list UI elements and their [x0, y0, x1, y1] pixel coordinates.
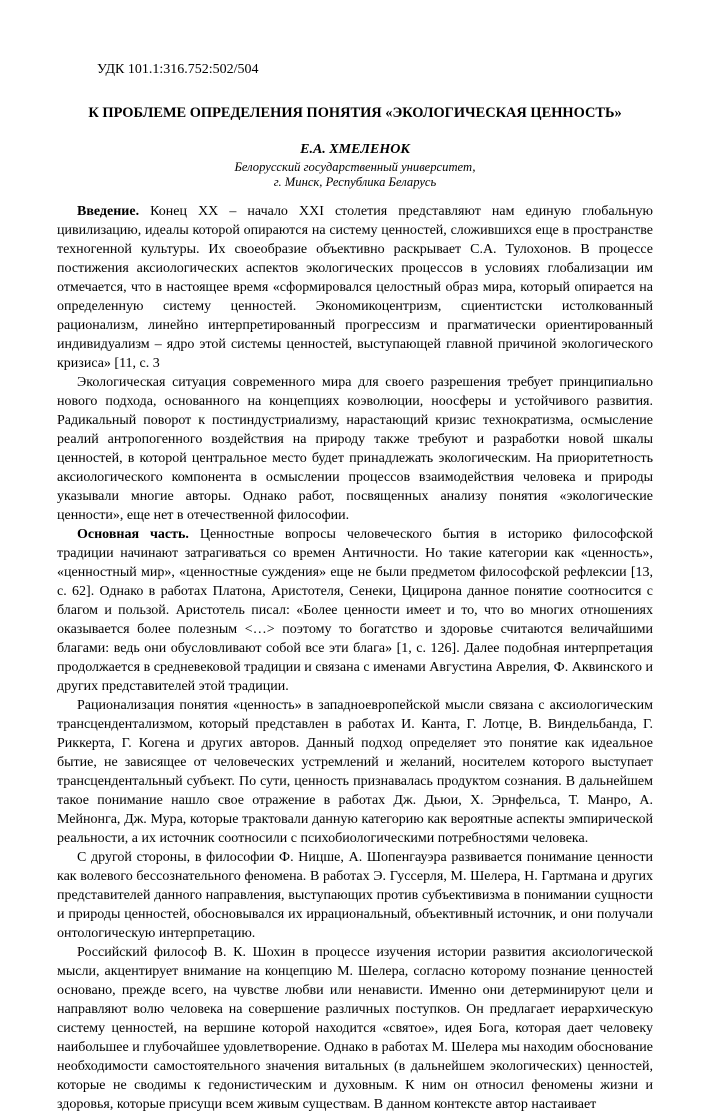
- paragraph-main-part: [57, 525, 653, 696]
- article-body: [57, 202, 653, 1114]
- paragraph-text: Экологическая ситуация современного мира для своего разрешения требует принципиально нового подхода, основанного на концепциях коэволюции, ноосферы и устойчивого развития. Радикальный поворот к постиндустриализму, нарастающий кризис технократизма, осмысление реалий антропогенного воздействия на природу также требуют и разработки новой шкалы ценностей, в которой центральное место будет принадлежать экологическим. На приоритетность аксиологического компонента в осмыслении процессов взаимодействия человека и природы указывали многие авторы. Однако работ, посвященных анализу понятия «экологические ценности», еще нет в отечественной философии.: [57, 375, 653, 523]
- article-title: К ПРОБЛЕМЕ ОПРЕДЕЛЕНИЯ ПОНЯТИЯ «ЭКОЛОГИЧЕСКАЯ ЦЕННОСТЬ»: [88, 105, 622, 121]
- paragraph-introduction: [57, 202, 653, 373]
- udc-code: УДК 101.1:316.752:502/504: [97, 62, 259, 77]
- affiliation-line-2: г. Минск, Республика Беларусь: [273, 174, 437, 189]
- paragraph: [57, 848, 653, 943]
- paragraph-text: Ценностные вопросы человеческого бытия в историко философской традиции начинают затрагиваться со времен Античности. Но такие категории как «ценность», «ценностный мир», «ценностные суждения» еще не были предметом философской рефлексии [13, с. 62]. Однако в работах Платона, Аристотеля, Сенеки, Цицирона данное понятие соотносится с благом и пользой. Аристотель писал: «Более ценности имеет и то, что во многих отношениях оказывается более полезным <…> поэтому то богатство и здоровье считаются величайшими благами: ведь они обусловливают собой все эти блага» [1, с. 126]. Далее подобная интерпретация продолжается в средневековой традиции и связана с именами Августина Аврелия, Ф. Аквинского и других представителей этой традиции.: [57, 527, 654, 694]
- paragraph: [57, 943, 653, 1114]
- paragraph-lead: Введение.: [77, 204, 140, 219]
- paragraph-text: Рационализация понятия «ценность» в западноевропейской мысли связана с аксиологическим трансцендентализмом, который представлен в работах И. Канта, Г. Лотце, В. Виндельбанда, Г. Риккерта, Г. Когена и других авторов. Данный подход определяет это понятие как идеальное бытие, не зависящее от человеческих устремлений и желаний, носителем которого выступает трансцендентальный субъект. По сути, ценность признавалась продуктом сознания. В дальнейшем такое понимание нашло свое отражение в работах Дж. Дьюи, Х. Эрнфельса, Т. Манро, А. Мейнонга, Дж. Мура, которые трактовали данную категорию как вероятные аспекты эмпирической реальности, а их источник соотносили с психобиологическими потребностями человека.: [57, 698, 653, 846]
- paragraph-text: С другой стороны, в философии Ф. Ницше, А. Шопенгауэра развивается понимание ценности как волевого бессознательного феномена. В работах Э. Гуссерля, М. Шелера, Н. Гартмана и других представителей данного направления, выступающих против субъективизма в понимании сущности и природы ценностей, обосновывался их иррациональный, объективный источник, и они получали онтологическую интерпретацию.: [57, 850, 653, 941]
- paragraph: [57, 696, 653, 848]
- paragraph: [57, 373, 653, 525]
- paragraph-text: Российский философ В. К. Шохин в процессе изучения истории развития аксиологической мысли, акцентирует внимание на концепцию М. Шелера, согласно которому познание ценностей основано, прежде всего, на чувстве любви или ненависти. Именно они детерминируют цели и направляют волю человека на совершение различных поступков. Он предлагает иерархическую систему ценностей, на вершине которой находится «святое», идея Бога, которая дает человеку наибольшее и глубочайшее удовлетворение. Однако в работах М. Шелера мы находим обоснование необходимости самостоятельного значения витальных (в дальнейшем экологических) ценностей, которые не сводимы к гедонистическим и духовным. К ним он относил феномены жизни и здоровья, которые присущи всем живым существам. В данном контексте автор настаивает: [57, 945, 654, 1112]
- paragraph-lead: Основная часть.: [77, 527, 189, 542]
- author-name: Е.А. ХМЕЛЕНОК: [300, 142, 410, 157]
- affiliation-line-1: Белорусский государственный университет,: [234, 160, 476, 174]
- paragraph-text: Конец XX – начало XXI столетия представляют нам единую глобальную цивилизацию, идеалы которой опираются на систему ценностей, сложившихся еще в пространстве техногенной культуры. Их своеобразие объективно раскрывает С.А. Тулохонов. В процессе постижения аксиологических аспектов экологических процессов в условиях глобализации им отмечается, что в настоящее время «сформировался целостный образ мира, который опирается на определенную систему ценностей. Экономикоцентризм, сциентистски истолкованный рационализм, линейно интерпретированный прогрессизм и прагматически ориентированный индивидуализм – ядро этой системы ценностей, выступающей главной причиной экологического кризиса» [11, с. 3: [57, 204, 654, 371]
